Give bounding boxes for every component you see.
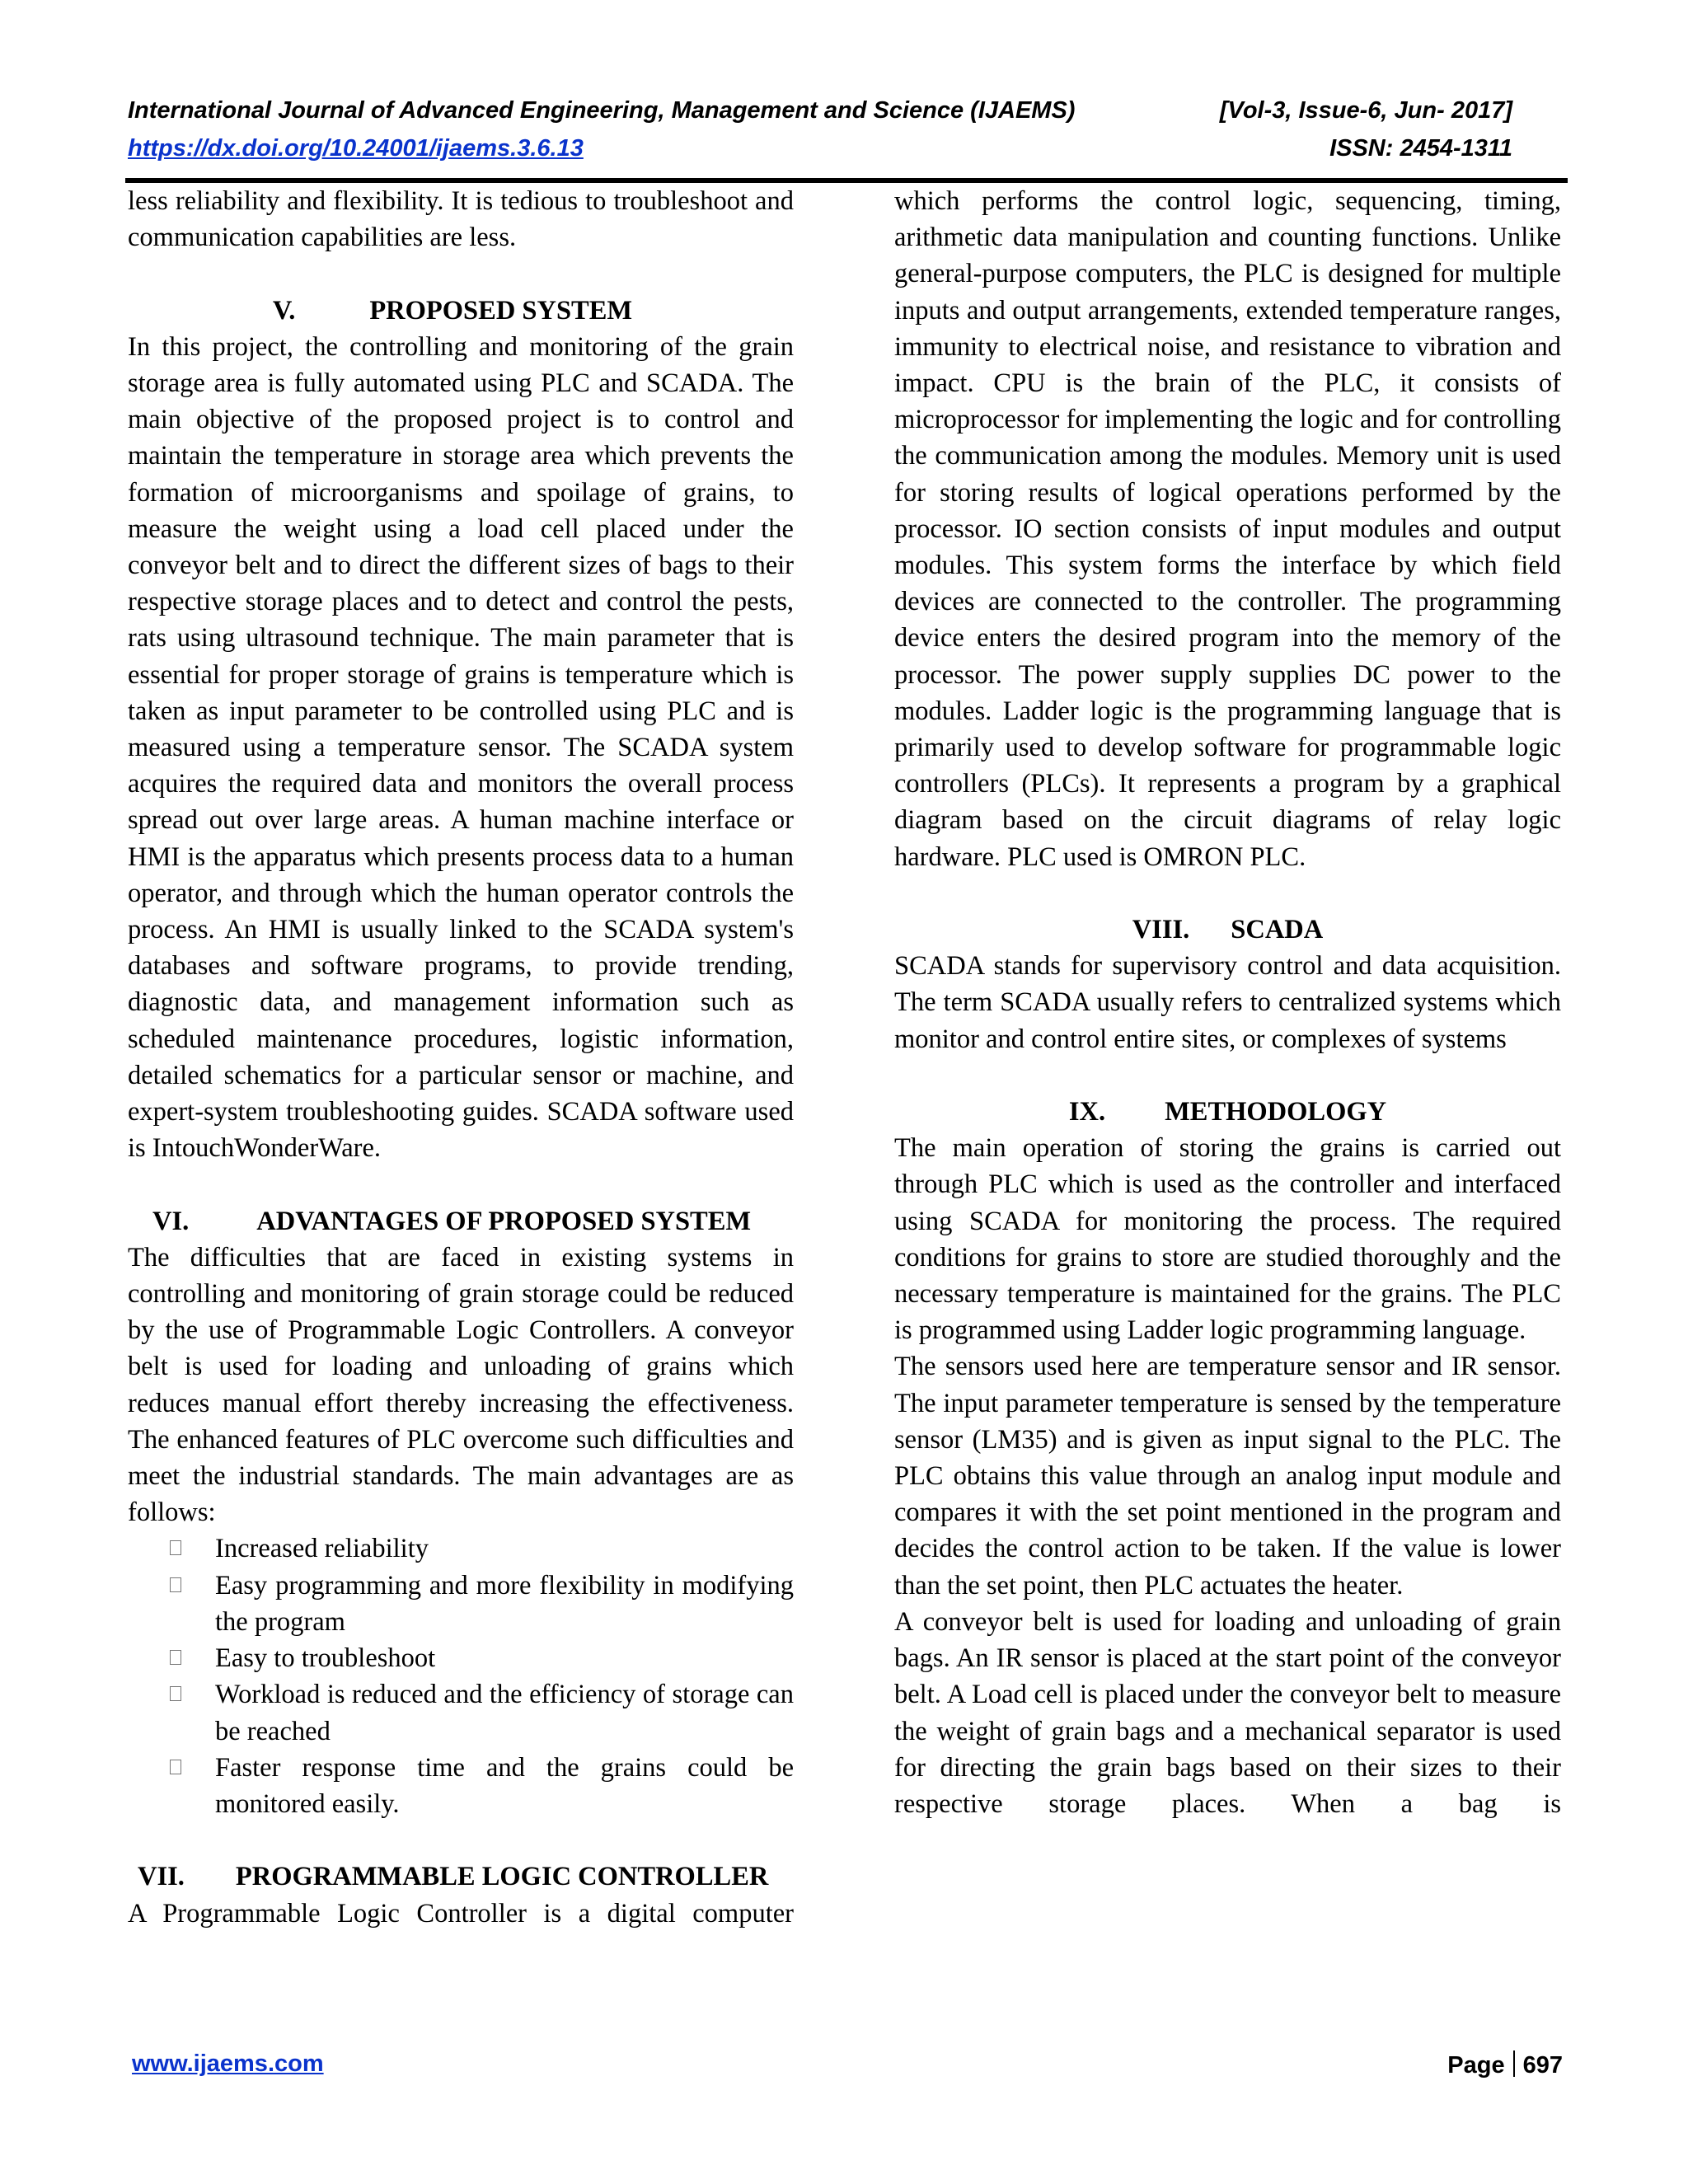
- section-title: SCADA: [1231, 915, 1324, 945]
- section-number: VIII.: [1132, 915, 1190, 945]
- section-number: VII.: [138, 1862, 185, 1892]
- section-heading-viii: [894, 912, 1561, 948]
- section-number: VI.: [152, 1206, 190, 1236]
- running-header: [128, 97, 1512, 173]
- list-item: Workload is reduced and the efficiency of storage can be reached: [128, 1676, 794, 1749]
- bullet-box-icon: [170, 1650, 181, 1665]
- list-item: Easy to troubleshoot: [128, 1640, 794, 1676]
- section-heading-ix: [894, 1094, 1561, 1130]
- list-item: Faster response time and the grains could be monitored easily.: [128, 1750, 794, 1822]
- paragraph-methodology-1: The main operation of storing the grains is carried out through PLC which is used as the controller and interfaced using SCADA for monitoring the process. The required conditions for grains to store are studied thoroughly and the necessary temperature is maintained for the grains. The PLC is programmed using Ladder logic programming language.: [894, 1133, 1561, 1346]
- section-heading-vi: [128, 1203, 794, 1240]
- divider: [1513, 2050, 1515, 2077]
- advantages-list: [128, 1530, 794, 1822]
- paragraph-methodology-3: A conveyor belt is used for loading and unloading of grain bags. An IR sensor is placed at the start point of the conveyor belt. A Load cell is placed under the conveyor belt to measure the weight of grain bags and a mechanical separator is used for directing the grain bags based on their sizes to their respective storage places. When a bag is: [894, 1606, 1561, 1819]
- section-number: IX.: [1068, 1097, 1106, 1127]
- page-number: Page 697: [1447, 2052, 1563, 2079]
- section-number: V.: [272, 295, 296, 326]
- paragraph-scada: SCADA stands for supervisory control and data acquisition. The term SCADA usually refers to centralized systems which monitor and control entire sites, or complexes of systems: [894, 951, 1561, 1054]
- paragraph-advantages: The difficulties that are faced in existing systems in controlling and monitoring of grain storage could be reduced by the use of Programmable Logic Controllers. A conveyor belt is used for loading and unloading of grains which reduces manual effort thereby increasing the effectiveness. The enhanced features of PLC overcome such difficulties and meet the industrial standards. The main advantages are as follows:: [128, 1242, 794, 1528]
- section-title: ADVANTAGES OF PROPOSED SYSTEM: [256, 1206, 752, 1236]
- paragraph-proposed-system: In this project, the controlling and monitoring of the grain storage area is fully automated using PLC and SCADA. The main objective of the proposed project is to control and maintain the temperature in storage area which prevents the formation of microorganisms and spoilage of grains, to measure the weight using a load cell placed under the conveyor belt and to direct the different sizes of bags to their respective storage places and to detect and control the pests, rats using ultrasound technique. The main parameter that is essential for proper storage of grains is temperature which is taken as input parameter to be controlled using PLC and is measured using a temperature sensor. The SCADA system acquires the required data and monitors the overall process spread out over large areas. A human machine interface or HMI is the apparatus which presents process data to a human operator, and through which the human operator controls the process. An HMI is usually linked to the SCADA system's databases and software programs, to provide trending, diagnostic data, and management information such as scheduled maintenance procedures, logistic information, detailed schematics for a particular sensor or machine, and expert-system troubleshooting guides. SCADA software used is IntouchWonderWare.: [128, 331, 794, 1164]
- section-heading-vii: [128, 1858, 794, 1895]
- paragraph-intro: less reliability and flexibility. It is tedious to troubleshoot and communication capabilities are less.: [128, 186, 794, 253]
- bullet-box-icon: [170, 1577, 181, 1592]
- section-title: PROGRAMMABLE LOGIC CONTROLLER: [235, 1862, 769, 1892]
- section-title: METHODOLOGY: [1165, 1097, 1387, 1127]
- volume-info: [Vol-3, Issue-6, Jun- 2017]: [1219, 97, 1512, 124]
- paragraph-methodology-2: The sensors used here are temperature sensor and IR sensor. The input parameter temperature is sensed by the temperature sensor (LM35) and is given as input signal to the PLC. The PLC obtains this value through an analog input module and compares it with the set point mentioned in the program and decides the control action to be taken. If the value is lower than the set point, then PLC actuates the heater.: [894, 1352, 1561, 1601]
- list-item: Increased reliability: [128, 1530, 794, 1567]
- bullet-box-icon: [170, 1760, 181, 1774]
- bullet-box-icon: [170, 1540, 181, 1555]
- paragraph-plc-continued: which performs the control logic, sequencing, timing, arithmetic data manipulation and counting functions. Unlike general-purpose computers, the PLC is designed for multiple inputs and output arrangements, extended temperature ranges, immunity to electrical noise, and resistance to vibration and impact. CPU is the brain of the PLC, it consists of microprocessor for implementing the logic and for controlling the communication among the modules. Memory unit is used for storing results of logical operations performed by the processor. IO section consists of input modules and output modules. This system forms the interface by which field devices are connected to the controller. The programming device enters the desired program into the memory of the processor. The power supply supplies DC power to the modules. Ladder logic is the programming language that is primarily used to develop software for programmable logic controllers (PLCs). It represents a program by a graphical diagram based on the circuit diagrams of relay logic hardware. PLC used is OMRON PLC.: [894, 186, 1561, 872]
- section-title: PROPOSED SYSTEM: [369, 295, 633, 326]
- doi-link[interactable]: https://dx.doi.org/10.24001/ijaems.3.6.13: [128, 135, 584, 162]
- section-heading-v: [128, 293, 794, 329]
- list-item: Easy programming and more flexibility in modifying the program: [128, 1568, 794, 1640]
- right-column: [894, 183, 1561, 1822]
- paragraph-plc: A Programmable Logic Controller is a digital computer: [128, 1898, 794, 1929]
- bullet-box-icon: [170, 1686, 181, 1701]
- website-link[interactable]: www.ijaems.com: [132, 2050, 324, 2077]
- journal-title: International Journal of Advanced Engineering, Management and Science (IJAEMS): [128, 97, 1076, 124]
- left-column: [128, 183, 794, 1932]
- issn: ISSN: 2454-1311: [1329, 135, 1512, 162]
